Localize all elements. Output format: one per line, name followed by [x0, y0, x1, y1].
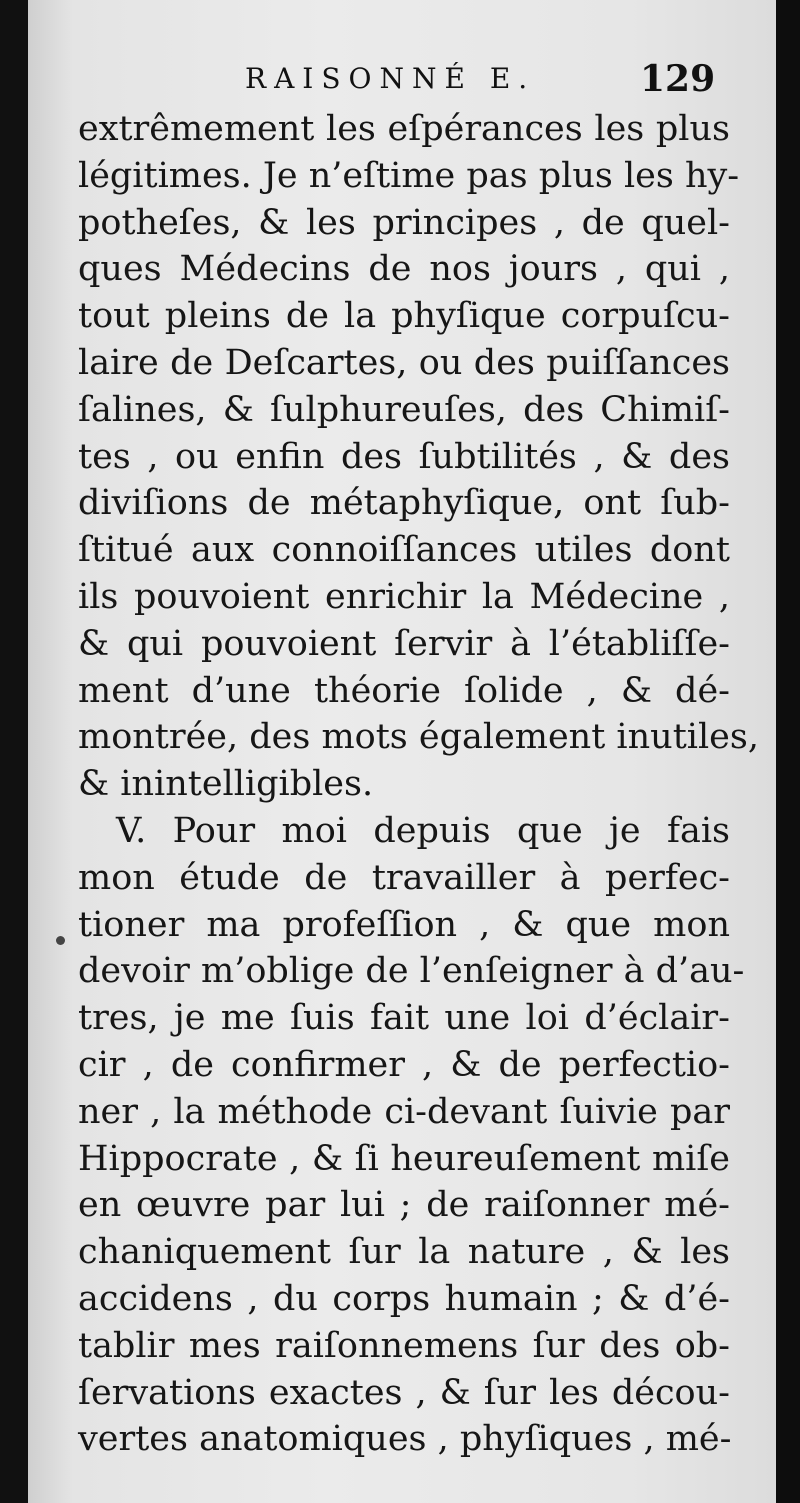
text-line: ſalines, & ſulphureuſes, des Chimiſ- [78, 389, 730, 430]
text-line: ſtitué aux connoiſſances utiles dont [78, 530, 730, 571]
text-line: ques Médecins de nos jours , qui , [78, 249, 730, 290]
text-line: en œuvre par lui ; de raiſonner mé- [78, 1185, 730, 1226]
page-header [0, 58, 800, 110]
text-line: tres, je me ſuis fait une loi d’éclair- [78, 998, 730, 1039]
text-line: chaniquement ſur la nature , & les [78, 1232, 730, 1273]
text-line: & qui pouvoient ſervir à l’établiſſe- [78, 623, 730, 664]
text-line: montrée, des mots également inutiles, [78, 717, 759, 758]
text-line: ſervations exactes , & ſur les décou- [78, 1372, 730, 1413]
text-line: extrêmement les eſpérances les plus [78, 109, 730, 149]
text-line: tout pleins de la phyſique corpuſcu- [78, 296, 730, 337]
paragraph-end-line: & inintelligibles. [78, 764, 374, 805]
text-line: légitimes. Je n’eſtime pas plus les hy- [78, 155, 740, 196]
page-number: 129 [640, 58, 716, 100]
text-line: ils pouvoient enrichir la Médecine , [78, 576, 730, 617]
text-line: laire de Deſcartes, ou des puiſſances [78, 342, 730, 383]
text-line: accidens , du corps humain ; & d’é- [78, 1278, 730, 1319]
text-line: Hippocrate , & ſi heureuſement miſe [78, 1138, 730, 1179]
paragraph-start-line: V. Pour moi depuis que je fais [116, 810, 730, 851]
text-line: diviſions de métaphyſique, ont ſub- [78, 483, 730, 524]
text-line: ment d’une théorie ſolide , & dé- [78, 670, 730, 711]
text-line: cir , de confirmer , & de perfectio- [78, 1044, 730, 1085]
body-text [78, 106, 759, 1463]
page-edge-shadow [776, 0, 800, 1503]
text-line: mon étude de travailler à perfec- [78, 857, 730, 898]
text-line: vertes anatomiques , phyſiques , mé- [78, 1419, 732, 1460]
ink-speck [56, 936, 65, 945]
text-line: ner , la méthode ci-devant ſuivie par [78, 1091, 730, 1132]
text-line: tioner ma profeſſion , & que mon [78, 904, 730, 945]
text-line: potheſes, & les principes , de quel- [78, 202, 730, 243]
running-head: RAISONNÉ E. [245, 62, 536, 95]
text-line: devoir m’oblige de l’enſeigner à d’au- [78, 951, 745, 992]
text-line: tes , ou enfin des ſubtilités , & des [78, 436, 730, 477]
text-line: tablir mes raiſonnemens ſur des ob- [78, 1325, 730, 1366]
